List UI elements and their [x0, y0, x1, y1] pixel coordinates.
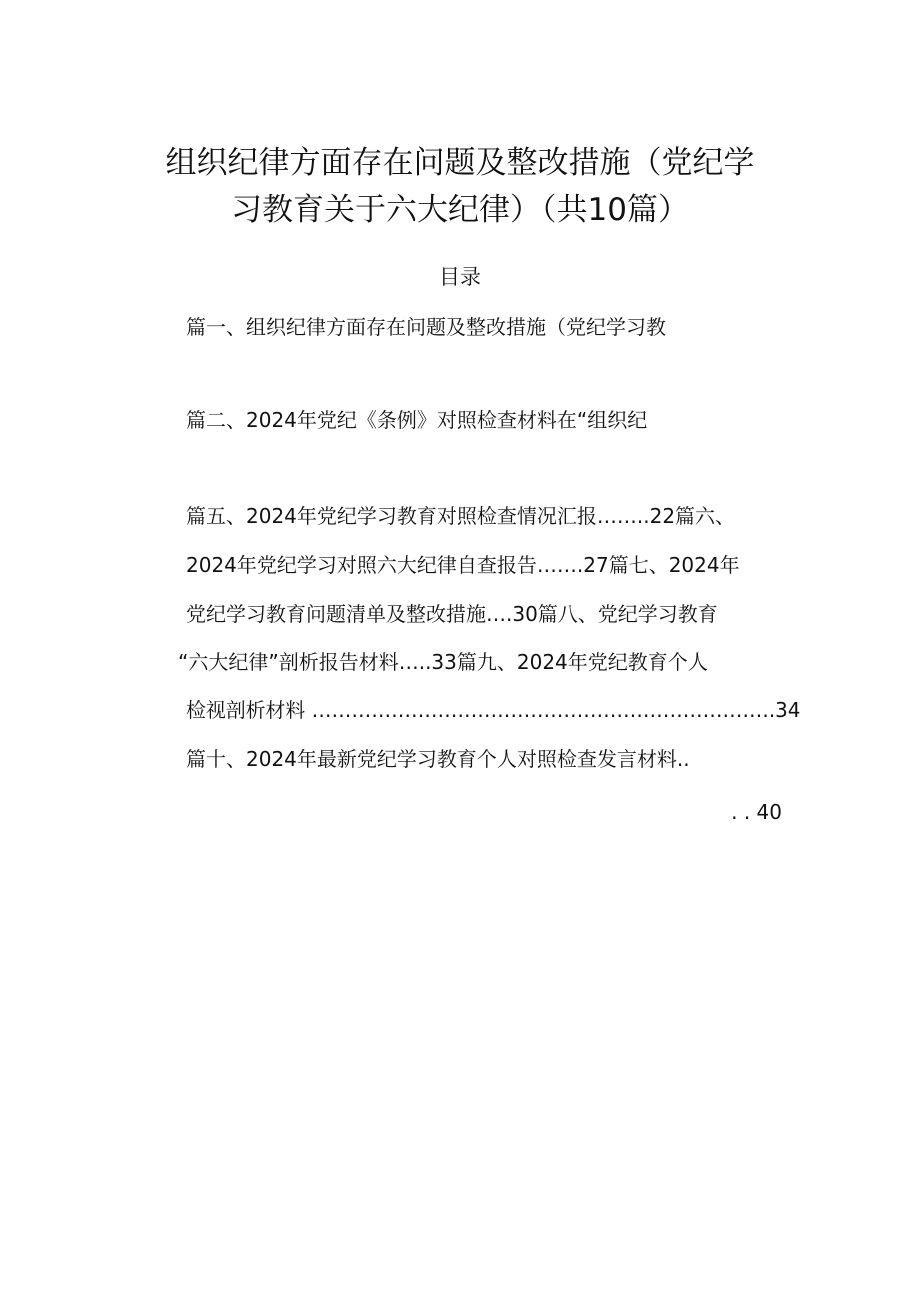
toc-line-8: 篇十、2024年最新党纪学习教育个人对照检查发言材料..: [186, 747, 690, 771]
title-line-2: 习教育关于六大纪律）（共10篇）: [231, 192, 689, 228]
toc-line-6: “六大纪律”剖析报告材料…..33篇九、2024年党纪教育个人: [178, 650, 708, 674]
toc-line-7: 检视剖析材料 …………………………………………………………….34: [186, 698, 801, 722]
toc-line-1: 篇一、组织纪律方面存在问题及整改措施（党纪学习教: [186, 315, 666, 339]
toc-heading: 目录: [439, 265, 481, 289]
toc-line-5: 党纪学习教育问题清单及整改措施….30篇八、党纪学习教育: [186, 602, 718, 626]
toc-line-3: 篇五、2024年党纪学习教育对照检查情况汇报……..22篇六、: [186, 504, 736, 528]
toc-line-9: . . 40: [731, 800, 782, 824]
toc-line-2: 篇二、2024年党纪《条例》对照检查材料在“组织纪: [186, 408, 648, 432]
document-title: [0, 140, 920, 234]
toc-line-4: 2024年党纪学习对照六大纪律自查报告…….27篇七、2024年: [186, 553, 740, 577]
title-line-1: 组织纪律方面存在问题及整改措施（党纪学: [165, 145, 755, 181]
